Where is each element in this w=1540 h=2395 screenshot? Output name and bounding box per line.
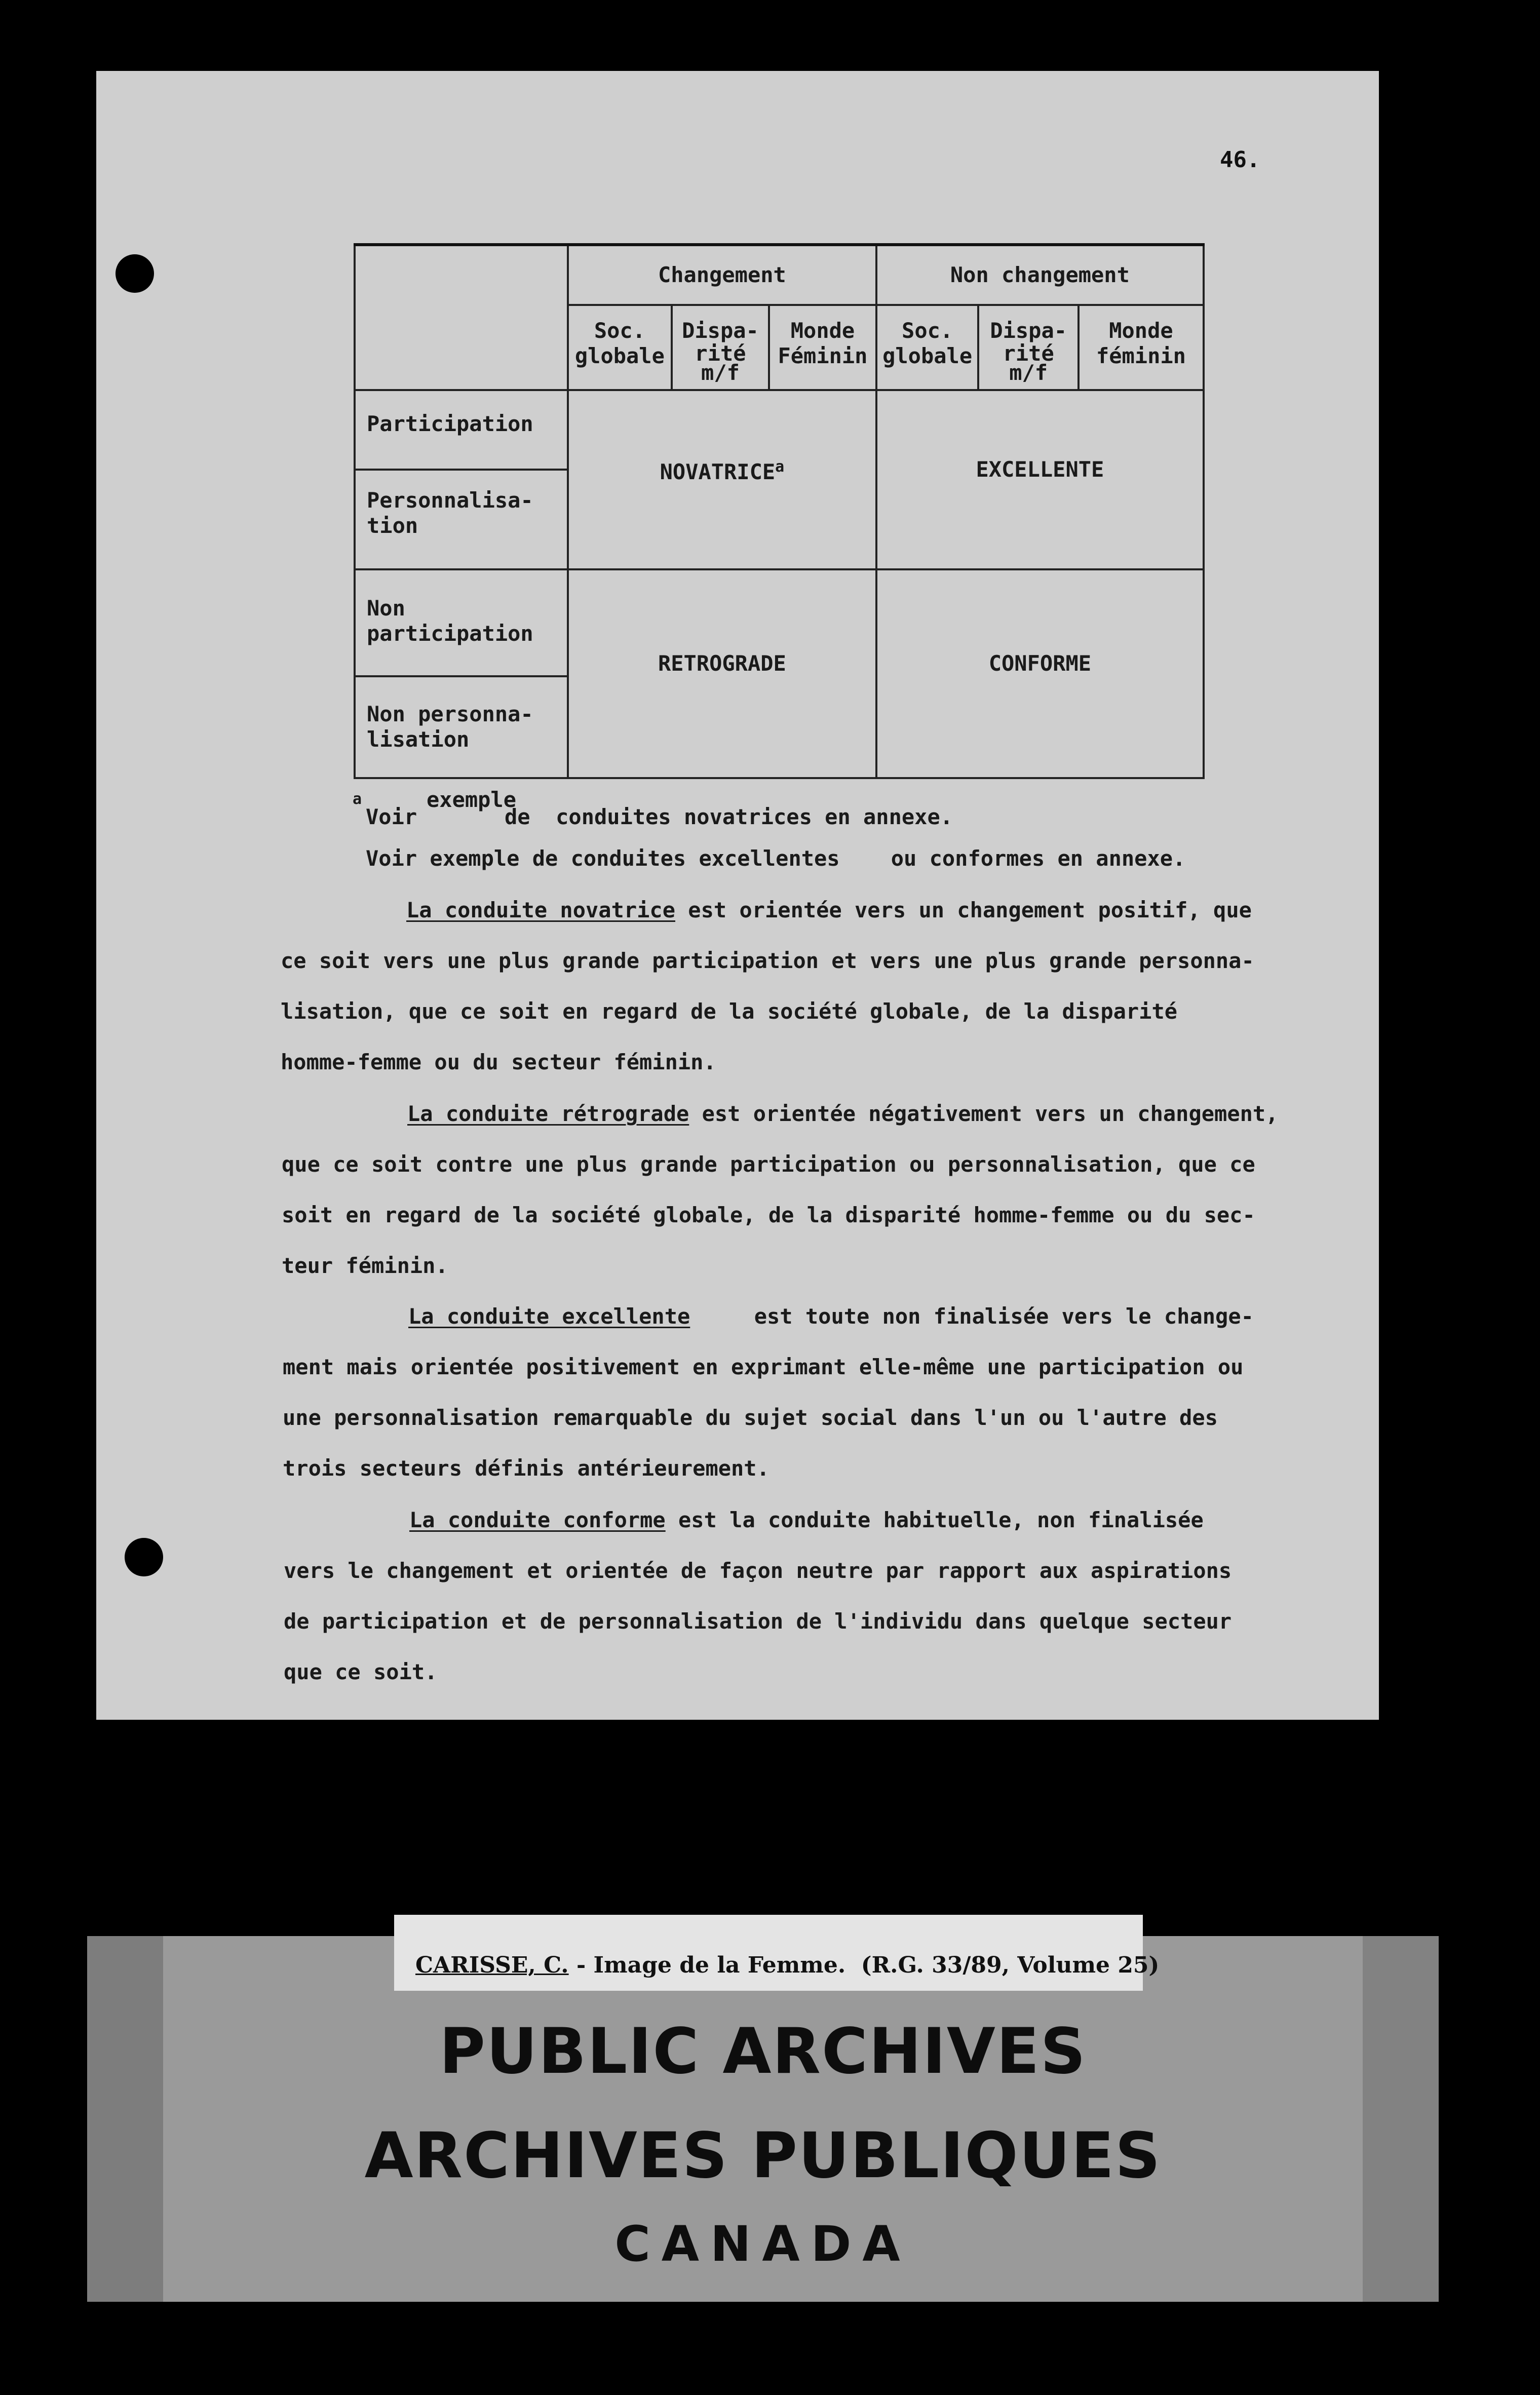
row-header-personnalisation: Personnalisa- tion — [355, 470, 568, 569]
term-excellente: La conduite excellente — [408, 1304, 690, 1329]
subheader-disparite-2: Dispa- rité m/f — [978, 305, 1078, 391]
paragraph-novatrice-line-3: lisation, que ce soit en regard de la société globale, de la disparité — [281, 999, 1178, 1024]
paragraph-conforme-line-2: vers le changement et orientée de façon neutre par rapport aux aspirations — [284, 1558, 1232, 1583]
table-corner-cell — [355, 245, 568, 390]
paragraph-novatrice-line-4: homme-femme ou du secteur féminin. — [281, 1050, 716, 1074]
punch-hole-bottom — [125, 1538, 163, 1576]
archive-stamp-strip — [87, 1936, 1439, 2302]
header-changement: Changement — [568, 245, 876, 305]
paragraph-excellente-line-2: ment mais orientée positivement en exprimant elle-même une participation ou — [283, 1355, 1244, 1379]
archive-line-canada: CANADA — [614, 2216, 911, 2272]
punch-hole-top — [115, 254, 154, 293]
header-non-changement: Non changement — [876, 245, 1204, 305]
quadrant-retrograde: RETROGRADE — [568, 569, 876, 778]
behaviour-typology-table — [354, 243, 1205, 779]
paragraph-excellente-line-1: La conduite excellente est toute non finalisée vers le change- — [408, 1304, 1254, 1329]
reference-citation: CARISSE, C. - Image de la Femme. (R.G. 33/89, Volume 25) — [415, 1952, 1160, 1978]
term-conforme: La conduite conforme — [409, 1508, 666, 1532]
paragraph-conforme-line-3: de participation et de personnalisation de l'individu dans quelque secteur — [284, 1609, 1232, 1634]
term-novatrice: La conduite novatrice — [406, 898, 676, 922]
footnote-marker: a — [775, 458, 785, 476]
document-page: 46. Changement Non changement Soc. globale Dispa- rité m/f Monde Féminin Soc. globale Dispa- rité m/f Monde féminin Participation NOVATRICE$^a$ EXCELLENTE Personnalisa- tion Non participation RETROGRADE CONFORME Non personna- lisation a Voir exemple de conduites novatrices en annexe. Voir exemple de conduites excellentes ou conformes en annexe. La conduite novatrice est orientée vers un changement positif, que ce soit vers une plus grande participation et vers une plus grande personna- lisation, que ce soit en regard de la société globale, de la disparité homme-femme ou du secteur féminin. La conduite rétrograde est orientée négativement vers un changement, que ce soit contre une plus grande participation ou personnalisation, que ce soit en regard de la société globale, de la disparité homme-femme ou du sec- teur féminin. La conduite excellente est toute non finalisée vers le change- ment mais orientée positivement en exprimant elle-même une participation ou une personnalisation remarquable du sujet social dans l'un ou l'autre des trois secteurs définis antérieurement. La conduite conforme est la conduite habituelle, non finalisée vers le changement et orientée de façon neutre par rapport aux aspirations de participation et de personnalisation de l'individu dans quelque secteur que ce soit. — [96, 71, 1379, 1720]
quadrant-conforme: CONFORME — [876, 569, 1204, 778]
paragraph-retrograde-line-2: que ce soit contre une plus grande participation ou personnalisation, que ce — [282, 1152, 1255, 1177]
quadrant-novatrice: NOVATRICE$^a$ — [568, 390, 876, 569]
archive-line-archives-publiques: ARCHIVES PUBLIQUES — [364, 2119, 1162, 2192]
paragraph-excellente-line-3: une personnalisation remarquable du sujet social dans l'un ou l'autre des — [283, 1405, 1218, 1430]
row-header-non-participation: Non participation — [355, 569, 568, 676]
footnote-2: Voir exemple de conduites excellentes ou conformes en annexe. — [366, 846, 1186, 871]
paragraph-retrograde-line-3: soit en regard de la société globale, de la disparité homme-femme ou du sec- — [282, 1203, 1255, 1227]
paragraph-novatrice-line-2: ce soit vers une plus grande participation et vers une plus grande personna- — [281, 948, 1254, 973]
paragraph-retrograde-line-1: La conduite rétrograde est orientée négativement vers un changement, — [407, 1101, 1279, 1126]
subheader-soc-globale-2: Soc. globale — [876, 305, 979, 391]
row-header-participation: Participation — [355, 390, 568, 470]
subheader-soc-globale: Soc. globale — [568, 305, 672, 391]
subheader-monde-feminin-2: Monde féminin — [1079, 305, 1204, 391]
quadrant-excellente: EXCELLENTE — [876, 390, 1204, 569]
row-header-non-personnalisation: Non personna- lisation — [355, 676, 568, 778]
archive-line-public-archives: PUBLIC ARCHIVES — [439, 2015, 1087, 2088]
page-number: 46. — [1220, 147, 1260, 173]
subheader-monde-feminin: Monde Féminin — [769, 305, 876, 391]
paragraph-excellente-line-4: trois secteurs définis antérieurement. — [283, 1456, 769, 1481]
paragraph-conforme-line-4: que ce soit. — [284, 1659, 438, 1684]
paragraph-conforme-line-1: La conduite conforme est la conduite habituelle, non finalisée — [409, 1508, 1204, 1532]
paragraph-retrograde-line-4: teur féminin. — [282, 1253, 448, 1278]
term-retrograde: La conduite rétrograde — [407, 1101, 689, 1126]
paragraph-novatrice-line-1: La conduite novatrice est orientée vers un changement positif, que — [406, 898, 1252, 922]
subheader-disparite: Dispa- rité m/f — [672, 305, 769, 391]
